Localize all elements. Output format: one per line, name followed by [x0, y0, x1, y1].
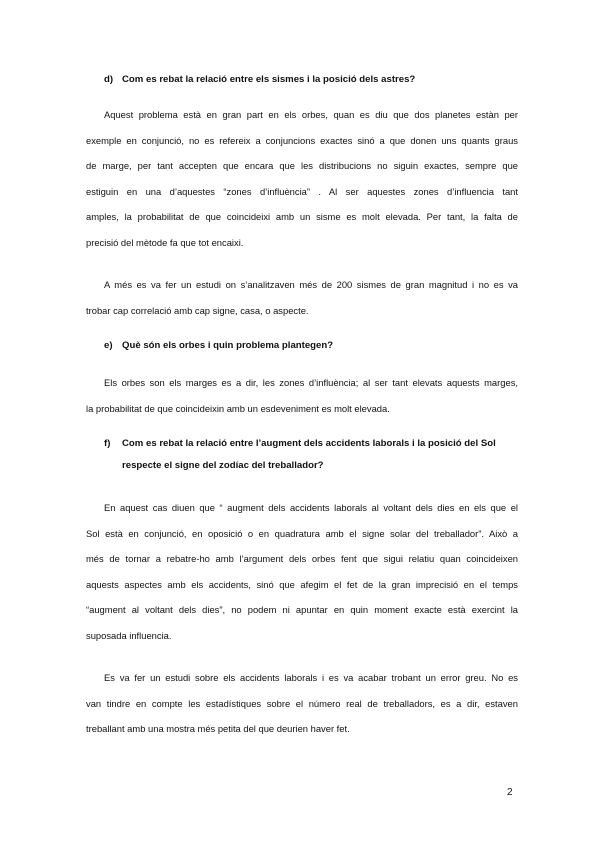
section-d-title: Com es rebat la relació entre els sismes i la posició dels astres? — [122, 74, 416, 85]
text-line: la probabilitat de que coincideixin amb un esdeveniment es molt elevada. — [86, 402, 390, 414]
text-line: A més es va fer un estudi on s’analitzaven més de 200 sismes de gran magnitud i no es va — [104, 279, 518, 290]
text-line: “augment al voltant dels dies”, no podem ni apuntar en quin moment exacte està exercint la — [86, 604, 518, 615]
text-line: treballant amb una mostra més petita del que deurien haver fet. — [86, 723, 350, 734]
text-line: precisió del mètode fa que tot encaixi. — [86, 236, 244, 248]
text-line: trobar cap correlació amb cap signe, casa, o aspecte. — [86, 304, 309, 316]
section-d-heading — [104, 74, 415, 85]
section-f-title: Com es rebat la relació entre l’augment dels accidents laborals i la posició del Sol — [122, 438, 496, 449]
text-line: suposada influencia. — [86, 629, 172, 641]
section-f-label: f) — [104, 438, 111, 449]
text-line: de marge, per tant accepten que encara que les distribucions no siguin exactes, sempre que — [86, 160, 518, 171]
text-line: Els orbes son els marges es a dir, les zones d’influència; al ser tant elevats aquests marges, — [104, 377, 518, 388]
section-e-heading — [104, 340, 333, 351]
section-d-paragraph-2 — [86, 272, 518, 323]
section-f-title-continued: respecte el signe del zodíac del treballador? — [122, 460, 324, 471]
section-f-paragraph-2 — [86, 665, 518, 742]
page-number: 2 — [507, 787, 513, 798]
text-line: Es va fer un estudi sobre els accidents laborals i es va acabar trobant un error greu. No es — [104, 672, 518, 683]
section-e-paragraph-1 — [86, 370, 518, 421]
section-f-paragraph-1 — [86, 495, 518, 648]
text-line: Sol està en conjunció, en oposició o en quadratura amb el signe solar del treballador”. Això a — [86, 527, 518, 539]
section-d-label: d) — [104, 74, 114, 85]
text-line: amples, la probabilitat de que coincideixi amb un sisme es molt elevada. Per tant, la falta de — [86, 211, 518, 222]
section-e-label: e) — [104, 340, 113, 351]
section-f-heading — [104, 438, 496, 471]
text-line: estiguin en una d’aquestes “zones d’influència” . Al ser aquestes zones d’influencia tant — [86, 185, 518, 197]
text-line: més de tornar a rebatre-ho amb l’argument dels orbes fent que sigui relatiu quan coincideixen — [86, 553, 518, 564]
text-line: Aquest problema està en gran part en els orbes, quan es diu que dos planetes estàn per — [104, 109, 518, 120]
section-d-paragraph-1 — [86, 102, 518, 255]
text-line: aquests aspectes amb els accidents, sinó que afegim el fet de la gran imprecisió en el temps — [86, 578, 518, 590]
text-line: En aquest cas diuen que “ augment dels accidents laborals al voltant dels dies en els que el — [104, 502, 518, 513]
text-line: exemple en conjunció, no es refereix a conjuncions exactes sinó a que donen uns quants graus — [86, 134, 518, 146]
section-e-title: Què són els orbes i quin problema plantegen? — [122, 340, 334, 351]
text-line: van tindre en compte les estadístiques sobre el número real de treballadors, es a dir, estaven — [86, 697, 518, 709]
